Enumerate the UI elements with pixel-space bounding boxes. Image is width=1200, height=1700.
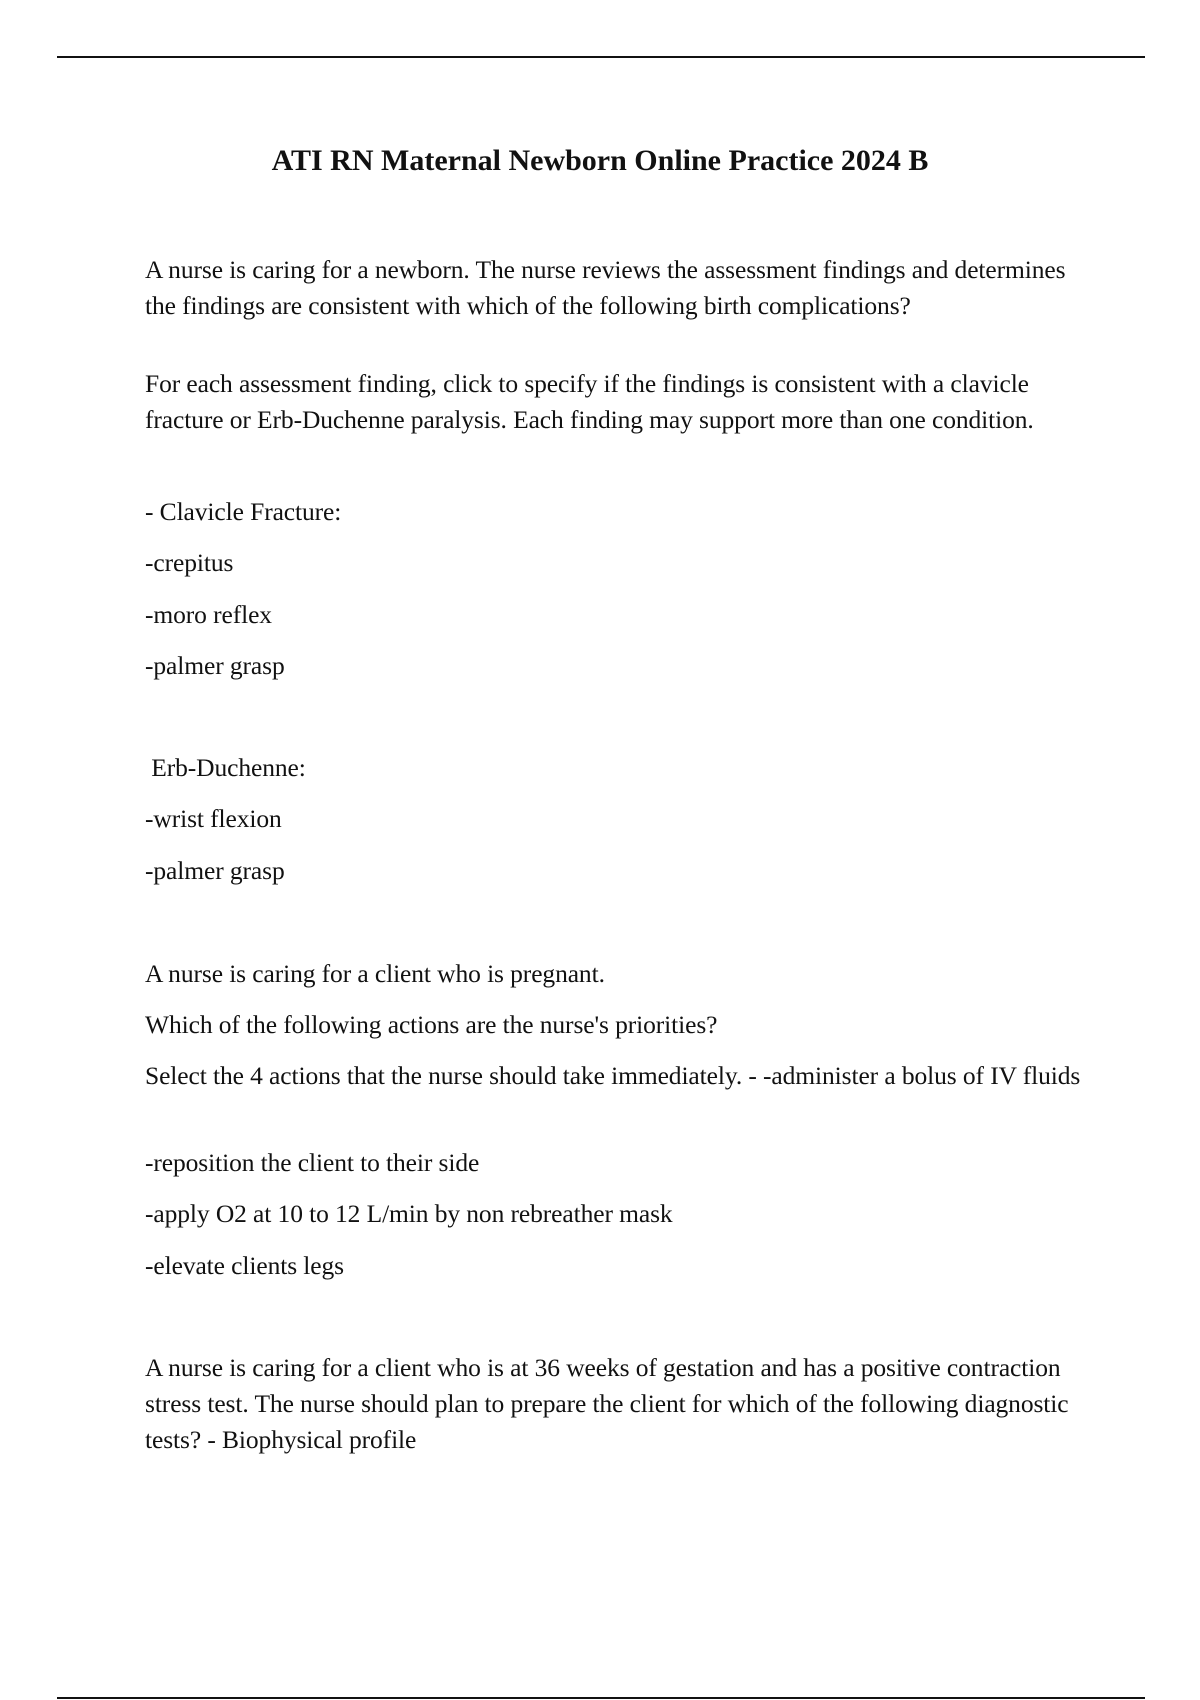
question-2-action-elevate-legs: -elevate clients legs xyxy=(145,1251,344,1280)
header-rule xyxy=(57,56,1145,58)
question-3-stem: A nurse is caring for a client who is at 36 weeks of gestation and has a positive contraction stress test. The nurse should plan to prepare the client for which of the following diagnostic tests? - Biophysical profile xyxy=(145,1353,1069,1454)
clavicle-finding-crepitus: -crepitus xyxy=(145,548,234,577)
erb-duchenne-heading: Erb-Duchenne: xyxy=(145,753,306,782)
erb-finding-palmer-grasp: -palmer grasp xyxy=(145,856,285,885)
question-2-instruction: Select the 4 actions that the nurse should take immediately. - -administer a bolus of IV fluids xyxy=(145,1061,1081,1090)
question-2-question: Which of the following actions are the nurse's priorities? xyxy=(145,1010,718,1039)
clavicle-finding-palmer-grasp: -palmer grasp xyxy=(145,651,285,680)
question-1-stem: A nurse is caring for a newborn. The nurse reviews the assessment findings and determines the findings are consistent with which of the following birth complications? xyxy=(145,255,1066,320)
clavicle-finding-moro-reflex: -moro reflex xyxy=(145,600,272,629)
question-1-instruction: For each assessment finding, click to specify if the findings is consistent with a clavicle fracture or Erb-Duchenne paralysis. Each finding may support more than one condition. xyxy=(145,369,1034,434)
clavicle-fracture-heading: - Clavicle Fracture: xyxy=(145,497,342,526)
question-2-stem: A nurse is caring for a client who is pregnant. xyxy=(145,959,605,988)
erb-finding-wrist-flexion: -wrist flexion xyxy=(145,804,282,833)
footer-rule xyxy=(57,1697,1145,1699)
question-2-action-reposition: -reposition the client to their side xyxy=(145,1148,480,1177)
document-title: ATI RN Maternal Newborn Online Practice 2024 B xyxy=(271,144,929,177)
question-2-action-oxygen: -apply O2 at 10 to 12 L/min by non rebreather mask xyxy=(145,1199,673,1228)
